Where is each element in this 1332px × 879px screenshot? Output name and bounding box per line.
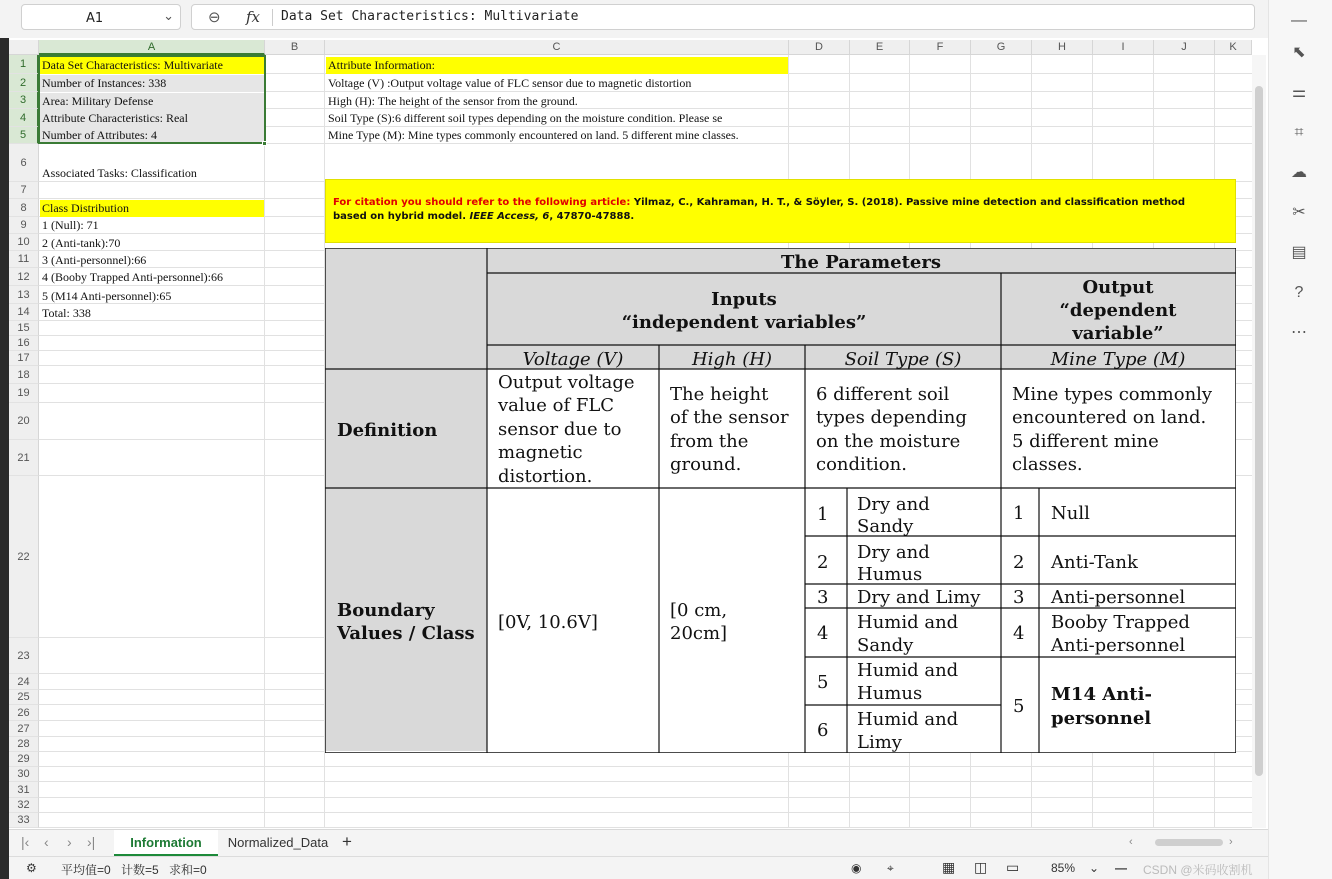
row-header-4[interactable]: 4 [9,109,39,127]
row-header-24[interactable]: 24 [9,674,39,690]
def-v-3: sensor due to [498,419,622,440]
soil-type-4-line-2: Sandy [857,635,914,656]
mine-type-3-line-1: Anti-personnel [1051,587,1186,608]
next-sheet-icon[interactable]: › [67,834,72,850]
soil-type-6-line-1: Humid and [857,709,959,730]
mine-number-5: 5 [1013,696,1025,717]
mine-type-4-line-2: Anti-personnel [1051,635,1186,656]
mine-number-4: 4 [1013,623,1025,644]
sheet-tab-bar [9,829,1268,856]
soil-type-5-line-2: Humus [857,683,923,704]
inputs-heading: Inputs [711,289,777,310]
formula-content[interactable]: Data Set Characteristics: Multivariate [281,9,579,24]
row-header-11[interactable]: 11 [9,251,39,268]
left-window-edge [0,0,9,879]
cell-a2[interactable]: Number of Instances: 338 [40,75,264,92]
cell-a14[interactable]: Total: 338 [42,306,91,320]
soil-type-1-line-2: Sandy [857,516,914,537]
row-header-32[interactable]: 32 [9,798,39,813]
inputs-subheading: “independent variables” [621,312,867,333]
soil-type-5-line-1: Humid and [857,660,959,681]
eye-protection-icon[interactable]: ◉ [851,861,862,875]
citation-journal: IEEE Access, 6 [469,211,550,222]
row-gridline [39,797,1252,798]
def-s-2: types depending [816,407,967,428]
zoom-icon[interactable]: ⊖ [208,9,221,26]
macro-icon[interactable]: ⚙ [26,861,37,875]
zoom-dropdown-icon[interactable]: ⌄ [1089,861,1100,875]
column-header-d[interactable]: D [789,40,850,55]
row-header-12[interactable]: 12 [9,268,39,286]
page-layout-icon[interactable]: ◫ [974,859,988,875]
cell-a9[interactable]: 1 (Null): 71 [42,218,99,232]
name-box[interactable] [21,4,181,30]
cell-a3[interactable]: Area: Military Defense [40,93,264,110]
row-gridline [39,827,1252,828]
soil-type-2-line-2: Humus [857,564,923,585]
select-pointer-icon[interactable]: ⬉ [1292,44,1306,61]
def-m-2: encountered on land. [1012,407,1207,428]
soil-number-6: 6 [817,720,829,741]
column-header-h[interactable]: H [1032,40,1093,55]
right-window-edge [1318,460,1332,540]
soil-number-4: 4 [817,623,829,644]
cell-a4[interactable]: Attribute Characteristics: Real [40,110,264,127]
citation-box[interactable] [325,179,1236,243]
citation-prefix: For citation you should refer to the following article: [333,197,634,208]
boundary-label-1: Boundary [337,600,435,621]
zoom-out-icon[interactable]: — [1115,861,1127,875]
column-header-a[interactable]: A [39,40,265,55]
def-m-4: classes. [1012,454,1083,475]
def-v-2: value of FLC [498,395,615,416]
status-average: 平均值=0 [61,863,111,877]
watermark-text: CSDN @米码收割机 [1143,863,1253,877]
prev-sheet-icon[interactable]: ‹ [44,834,49,850]
cell-a8[interactable]: Class Distribution [40,200,264,217]
row-header-20[interactable]: 20 [9,403,39,440]
locate-icon[interactable]: ⌖ [887,861,894,875]
row-header-23[interactable]: 23 [9,638,39,674]
row-header-14[interactable]: 14 [9,304,39,321]
help-icon[interactable]: ? [1294,284,1304,301]
first-sheet-icon[interactable]: |‹ [21,834,30,850]
last-sheet-icon[interactable]: ›| [87,834,96,850]
tools-icon[interactable]: ✂ [1292,204,1306,221]
sub-soil-type: Soil Type (S) [844,349,962,370]
soil-number-1: 1 [817,504,829,525]
row-header-33[interactable]: 33 [9,813,39,828]
soil-type-1-line-1: Dry and [857,494,930,515]
column-header-c[interactable]: C [325,40,789,55]
divider [272,9,273,26]
row-gridline [39,766,1252,767]
soil-number-2: 2 [817,552,829,573]
function-icon[interactable]: fx [246,8,261,26]
column-header-g[interactable]: G [971,40,1032,55]
label-column-fill [326,249,487,751]
fill-handle[interactable] [262,141,267,146]
chevron-down-icon[interactable]: ⌄ [163,8,174,23]
citation-text [333,196,1213,224]
cell-c4[interactable]: Soil Type (S):6 different soil types depending on the moisture condition. Please se [328,111,723,125]
soil-type-3-line-1: Dry and Limy [857,587,981,608]
row-header-9[interactable]: 9 [9,217,39,234]
mine-number-2: 2 [1013,552,1025,573]
def-v-1: Output voltage [498,372,635,393]
cell-a11[interactable]: 3 (Anti-personnel):66 [42,253,147,267]
row-header-15[interactable]: 15 [9,321,39,336]
soil-type-2-line-1: Dry and [857,542,930,563]
cell-a6[interactable]: Associated Tasks: Classification [42,166,197,180]
tab-information[interactable]: Information [114,830,218,856]
column-header-i[interactable]: I [1093,40,1154,55]
row-header-21[interactable]: 21 [9,440,39,476]
def-h-3: from the [670,431,749,452]
formula-input[interactable] [191,4,1255,30]
cell-a12[interactable]: 4 (Booby Trapped Anti-personnel):66 [42,270,223,284]
mine-type-2-line-1: Anti-Tank [1051,552,1138,573]
table-title: The Parameters [781,252,941,273]
range-high-2: 20cm] [670,623,728,644]
row-header-28[interactable]: 28 [9,737,39,752]
row-header-29[interactable]: 29 [9,752,39,767]
row-header-17[interactable]: 17 [9,351,39,366]
row-header-3[interactable]: 3 [9,92,39,109]
sub-high: High (H) [691,349,773,370]
cloud-sync-icon[interactable]: ☁ [1291,164,1307,181]
mine-number-1: 1 [1013,503,1025,524]
row-header-5[interactable]: 5 [9,127,39,144]
cell-a13[interactable]: 5 (M14 Anti-personnel):65 [42,289,172,303]
def-s-1: 6 different soil [816,384,950,405]
output-heading: Output [1082,277,1154,298]
def-v-4: magnetic [498,442,583,463]
row-gridline [39,781,1252,782]
cell-a1[interactable]: Data Set Characteristics: Multivariate [40,57,264,74]
parameters-table-image[interactable] [325,248,1236,753]
def-s-4: condition. [816,454,907,475]
row-header-10[interactable]: 10 [9,234,39,251]
column-gridline [264,55,265,828]
boundary-label-2: Values / Class [337,623,475,644]
sub-voltage: Voltage (V) [522,349,624,370]
row-header-31[interactable]: 31 [9,782,39,798]
select-all-corner[interactable] [9,40,39,55]
tab-normalized-data[interactable]: Normalized_Data [227,835,329,850]
def-h-4: ground. [670,454,742,475]
mine-type-4-line-1: Booby Trapped [1051,612,1190,633]
cell-c1[interactable]: Attribute Information: [326,57,788,74]
row-header-27[interactable]: 27 [9,721,39,737]
status-count: 计数=5 [121,863,159,877]
def-h-1: The height [670,384,769,405]
column-header-f[interactable]: F [910,40,971,55]
row-header-19[interactable]: 19 [9,384,39,403]
mine-type-5-line-1: M14 Anti- [1051,684,1152,705]
more-icon[interactable]: ⋯ [1291,324,1307,341]
column-header-b[interactable]: B [265,40,325,55]
definition-label: Definition [337,420,438,441]
row-header-18[interactable]: 18 [9,366,39,384]
status-sum: 求和=0 [169,863,207,877]
minimize-icon[interactable]: — [1291,12,1307,29]
horizontal-scroll-thumb[interactable] [1155,839,1223,846]
normal-view-icon[interactable]: ▦ [942,859,956,875]
status-bar [9,856,1268,879]
cell-a10[interactable]: 2 (Anti-tank):70 [42,236,121,250]
parameters-table [325,248,1236,753]
range-high-1: [0 cm, [670,600,728,621]
row-header-13[interactable]: 13 [9,286,39,304]
mine-number-3: 3 [1013,587,1025,608]
output-subheading-2: variable” [1072,323,1164,344]
def-s-3: on the moisture [816,431,961,452]
row-header-25[interactable]: 25 [9,690,39,705]
mine-type-5-line-2: personnel [1051,708,1152,729]
formula-toolbar [0,0,1268,38]
row-header-1[interactable]: 1 [9,55,39,74]
def-h-2: of the sensor [670,407,789,428]
cell-c2[interactable]: Voltage (V) :Output voltage value of FLC sensor due to magnetic distortion [328,76,692,90]
scroll-left-icon[interactable]: ‹ [1129,836,1133,848]
def-v-5: distortion. [498,466,593,487]
output-subheading-1: “dependent [1059,300,1177,321]
citation-body: Yilmaz, C., Kahraman, H. T., & Söyler, S. (2018). Passive mine detection and classification method based on hybrid model. [333,197,1186,222]
right-tool-panel [1268,0,1332,879]
row-header-7[interactable]: 7 [9,182,39,199]
row-header-8[interactable]: 8 [9,199,39,217]
shape-icon[interactable]: ⌗ [1294,124,1304,141]
selection-range [38,55,266,144]
row-header-26[interactable]: 26 [9,705,39,721]
row-header-2[interactable]: 2 [9,74,39,92]
column-header-j[interactable]: J [1154,40,1215,55]
vertical-scroll-thumb[interactable] [1255,86,1263,776]
citation-pages: , 47870-47888. [549,211,635,222]
range-voltage: [0V, 10.6V] [498,612,598,633]
zoom-level[interactable]: 85% [1051,861,1076,875]
row-header-30[interactable]: 30 [9,767,39,782]
row-header-6[interactable]: 6 [9,144,39,182]
cell-a5[interactable]: Number of Attributes: 4 [40,127,264,144]
soil-number-3: 3 [817,587,829,608]
book-icon[interactable]: ▤ [1291,244,1307,261]
mine-type-1-line-1: Null [1051,503,1090,524]
add-sheet-button[interactable]: + [342,832,352,851]
row-gridline [39,812,1252,813]
column-header-k[interactable]: K [1215,40,1252,55]
column-header-e[interactable]: E [850,40,910,55]
soil-number-5: 5 [817,672,829,693]
soil-type-6-line-2: Limy [857,732,902,753]
row-header-22[interactable]: 22 [9,476,39,638]
sub-mine-type: Mine Type (M) [1050,349,1186,370]
cell-c3[interactable]: High (H): The height of the sensor from the ground. [328,94,578,108]
def-m-3: 5 different mine [1012,431,1159,452]
row-header-16[interactable]: 16 [9,336,39,351]
page-break-icon[interactable]: ▭ [1006,859,1020,875]
soil-type-4-line-1: Humid and [857,612,959,633]
scroll-right-icon[interactable]: › [1229,836,1233,848]
filter-sliders-icon[interactable]: ⚌ [1291,84,1307,101]
cell-reference: A1 [86,11,104,26]
cell-c5[interactable]: Mine Type (M): Mine types commonly encountered on land. 5 different mine classes. [328,128,739,142]
def-m-1: Mine types commonly [1012,384,1213,405]
